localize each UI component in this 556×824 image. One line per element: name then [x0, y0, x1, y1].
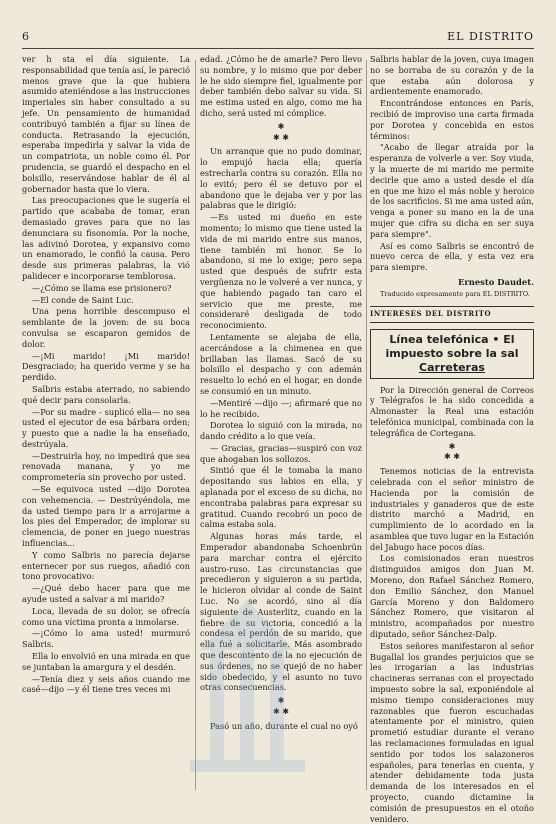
section-stars: ✱ ✱ ✱: [273, 696, 289, 717]
page-number: 6: [22, 30, 29, 43]
paragraph: Un arranque que no pudo dominar, lo empujó hacia ella; quería estrecharla contra su corazón. Ella no lo evitó; pero él se detuvo por el abandono que le dejaba ver y por las palabras que le dirigió:: [200, 146, 362, 211]
paragraph: Encontrándose entonces en París, recibió de improviso una carta firmada por Dorotea y concebida en estos términos:: [370, 98, 534, 141]
paragraph: Las preocupaciones que le sugería el partido que acababa de tomar, eran demasiado graves para que no las denunciara su fisonomía. Por la noche, las adivinó Dorotea, y expansivo como un enamorado, le confió la causa. Pero desde sus primeras palabras, la vió palidecer e incorporarse temblorosa.: [22, 195, 190, 281]
paragraph: —Se equivoca usted —dijo Dorotea con vehemencia. — Destrúyéndola, me da usted tiempo para ir a arrojarme a los pies del Emperador, de implorar su clemencia, de poner en juego nuestras influencias...: [22, 484, 190, 549]
paragraph: Loca, llevada de su dolor, se ofrecía como una víctima pronta a inmolarse.: [22, 605, 190, 627]
paragraph: Los comisionados eran nuestros distinguidos amigos don Juan M. Moreno, don Rafael Sánchez Romero, don Emilio Sánchez, don Manuel García Moreno y don Baldomero Sánchez Romero, que visitaron al ministro, acompañados por nuestro diputado, señor Sánchez-Dalp.: [370, 553, 534, 640]
paragraph: Ella lo envolvió en una mirada en que se juntaban la amargura y el desdén.: [22, 651, 190, 672]
column-3: [370, 54, 534, 824]
author-signature: Ernesto Daudet.: [457, 276, 534, 287]
headline: [370, 329, 534, 379]
paragraph: Por la Dirección general de Correos y Telégrafos le ha sido concedida a Almonaster la Real una estación telefónica municipal, combinada con la telegráfica de Cortegana.: [370, 384, 534, 438]
column-divider: [366, 60, 367, 790]
page-header: [22, 30, 534, 49]
paragraph: —Tenía diez y seis años cuando me casé—dijo —y él tiene tres veces mi: [22, 673, 190, 695]
paragraph: —Destruirla hoy, no impedirá que sea renovada manana, y yo me comprometería sin provecho por usted.: [22, 450, 190, 483]
divider: [370, 306, 534, 307]
paragraph: —Por su madre - suplicó ella— no sea usted el ejecutor de esa bárbara orden; y puesto que a nadie la ha enseñado, destrúyala.: [22, 406, 190, 449]
section-stars: ✱ ✱ ✱: [273, 121, 289, 142]
paragraph: Lentamente se alejaba de ella, acercándose a la chimenea en que brillaban las llamas. Sacó de su bolsillo el despacho y con ademán resuelto lo echó en el hogar, en donde se consumió en un minuto.: [200, 331, 362, 396]
paragraph: Una pena horrible descompuso el semblante de la joven: de su boca convulsa se escaparon gemidos de dolor.: [22, 306, 190, 349]
paragraph: Estos señores manifestaron al señor Bugallal los grandes perjuicios que se les irrogarían a las industrias chacineras serranas con el proyectado impuesto sobre la sal, exponiéndole al mismo tiempo consideraciones muy razonables que fueron escuchadas atentamente por el ministro, quien prometió estudiar durante el verano las reclamaciones formuladas en igual sentido por todos los salazoneros españoles, para tenerlas en cuenta, y atender debidamente toda justa demanda de los interesados en el proyecto, cuando dictamine la comisión de presupuestos en el otoño venidero.: [370, 640, 534, 824]
paragraph: —¡Mi marido! ¡Mi marido! Desgraciado; ha querido verme y se ha perdido.: [22, 350, 190, 383]
paragraph: Salbris estaba aterrado, no sabiendo qué decir para consolarla.: [22, 383, 190, 405]
paragraph: —¡Cómo lo ama usted! murmuró Salbris.: [22, 628, 190, 650]
paragraph: —Mentiré —dijo —; afirmaré que no lo he recibido.: [200, 397, 362, 419]
paragraph: "Acabo de llegar atraída por la esperanza de volverle a ver. Soy viuda, y la muerte de mi marido me permite decirle que amo a usted desde el día en que me hizo el más noble y heroico de los sacrificios. Si me ama usted aún, venga a poner su mano en la de una mujer que cifra su dicha en ser suya para siempre".: [370, 142, 534, 239]
paragraph: Y como Salbris no parecía dejarse enternecer por sus ruegos, añadió con tono provocativo:: [22, 549, 190, 582]
column-divider: [195, 60, 196, 790]
paragraph: —Es usted mi dueño en este momento; lo mismo que tiene usted la vida de mi marido entre sus manos, tiene también mi honor. Se lo abandono, si me lo exige; pero sepa usted que después de sufrir esta vergüenza no le volveré a ver nunca, y que habiendo pagado tan caro el servicio que me preste, me consideraré desligada de todo reconocimiento.: [200, 212, 362, 331]
paragraph: —¿Cómo se llama ese prisionero?: [32, 282, 172, 293]
column-2: [200, 54, 362, 792]
headline-sub: Carreteras: [419, 360, 485, 374]
paragraph: — Gracias, gracias—suspiró con voz que ahogaban los sollozos.: [200, 442, 362, 464]
paragraph: Pasó un año, durante el cual no oyó: [210, 720, 358, 731]
translation-note: Traducido expresamente para EL DISTRITO.: [380, 289, 530, 298]
masthead: EL DISTRITO: [447, 30, 534, 43]
paragraph: edad. ¿Cómo he de amarle? Pero llevo su nombre, y lo mismo que por deber le he sido siempre fiel, igualmente por deber también debo salvar su vida. Si me estima usted en algo, como me ha dicho, será usted mi cómplice.: [200, 54, 362, 118]
column-1: [22, 54, 190, 792]
paragraph: Así es como Salbris se encontró de nuevo cerca de ella, y esta vez era para siempre.: [370, 240, 534, 273]
paragraph: Sintió que él le tomaba la mano depositando sus labios en ella, y aplanada por el exceso de su dicha, no encontraba palabras para expresar su gratitud. Cuando recobró un poco de calma estaba sola.: [200, 465, 362, 530]
section-stars: ✱ ✱ ✱: [444, 441, 460, 462]
paragraph: Algunas horas más tarde, el Emperador abandonaba Schoenbrün para marchar contra el ejército austro-ruso. Las circunstancias que precedieron y siguieron a su partida, le hicieron olvidar al conde de Saint Luc. No se acordó, sino al día siguiente de Austerlitz, cuando en la fiebre de su victoria, concedió a la condesa el perdón de su marido, que ella fué a solicitarle. Más asombrado que descontento de la no ejecución de sus órdenes, no se quejó de no haber sido obedecido, y el asunto no tuvo otras consecuencias.: [200, 531, 362, 693]
paragraph: Salbris hablar de la joven, cuya imagen no se borraba de su corazón y de la que estaba aún dolorosa y ardientemente enamorado.: [370, 54, 534, 97]
paragraph: —El conde de Saint Luc.: [32, 294, 134, 305]
headline-main: Línea telefónica • El impuesto sobre la sal: [385, 332, 519, 360]
paragraph: —¿Qué debo hacer para que me ayude usted a salvar a mi marido?: [22, 583, 190, 605]
paragraph: ver h sta el día siguiente. La responsabilidad que tenía así, le pareció menos grave que la que hubiera asumido ateniéndose a las instrucciones imperiales sin haber consultado a su jefe. Un pensamiento de humanidad contribuyó también a fijar su línea de conducta. Retrasando la ejecución, esperaba impedirla y salvar la vida de un compatriota, un noble como él. Por prudencia, se guardó el despacho en el bolsillo, reservándose hablar de él al gobernador hasta que lo viera.: [22, 54, 191, 194]
section-title: INTERESES DEL DISTRITO: [370, 309, 534, 323]
paragraph: Tenemos noticias de la entrevista celebrada con el señor ministro de Hacienda por la comisión de industriales y ganaderos que de este distrito marchó a Madrid, en cumplimiento de lo acordado en la asamblea que tuvo lugar en la Estación del Jabugo hace pocos días.: [370, 466, 534, 552]
paragraph: Dorotea lo siguió con la mirada, no dando crédito a lo que veía.: [200, 420, 362, 442]
